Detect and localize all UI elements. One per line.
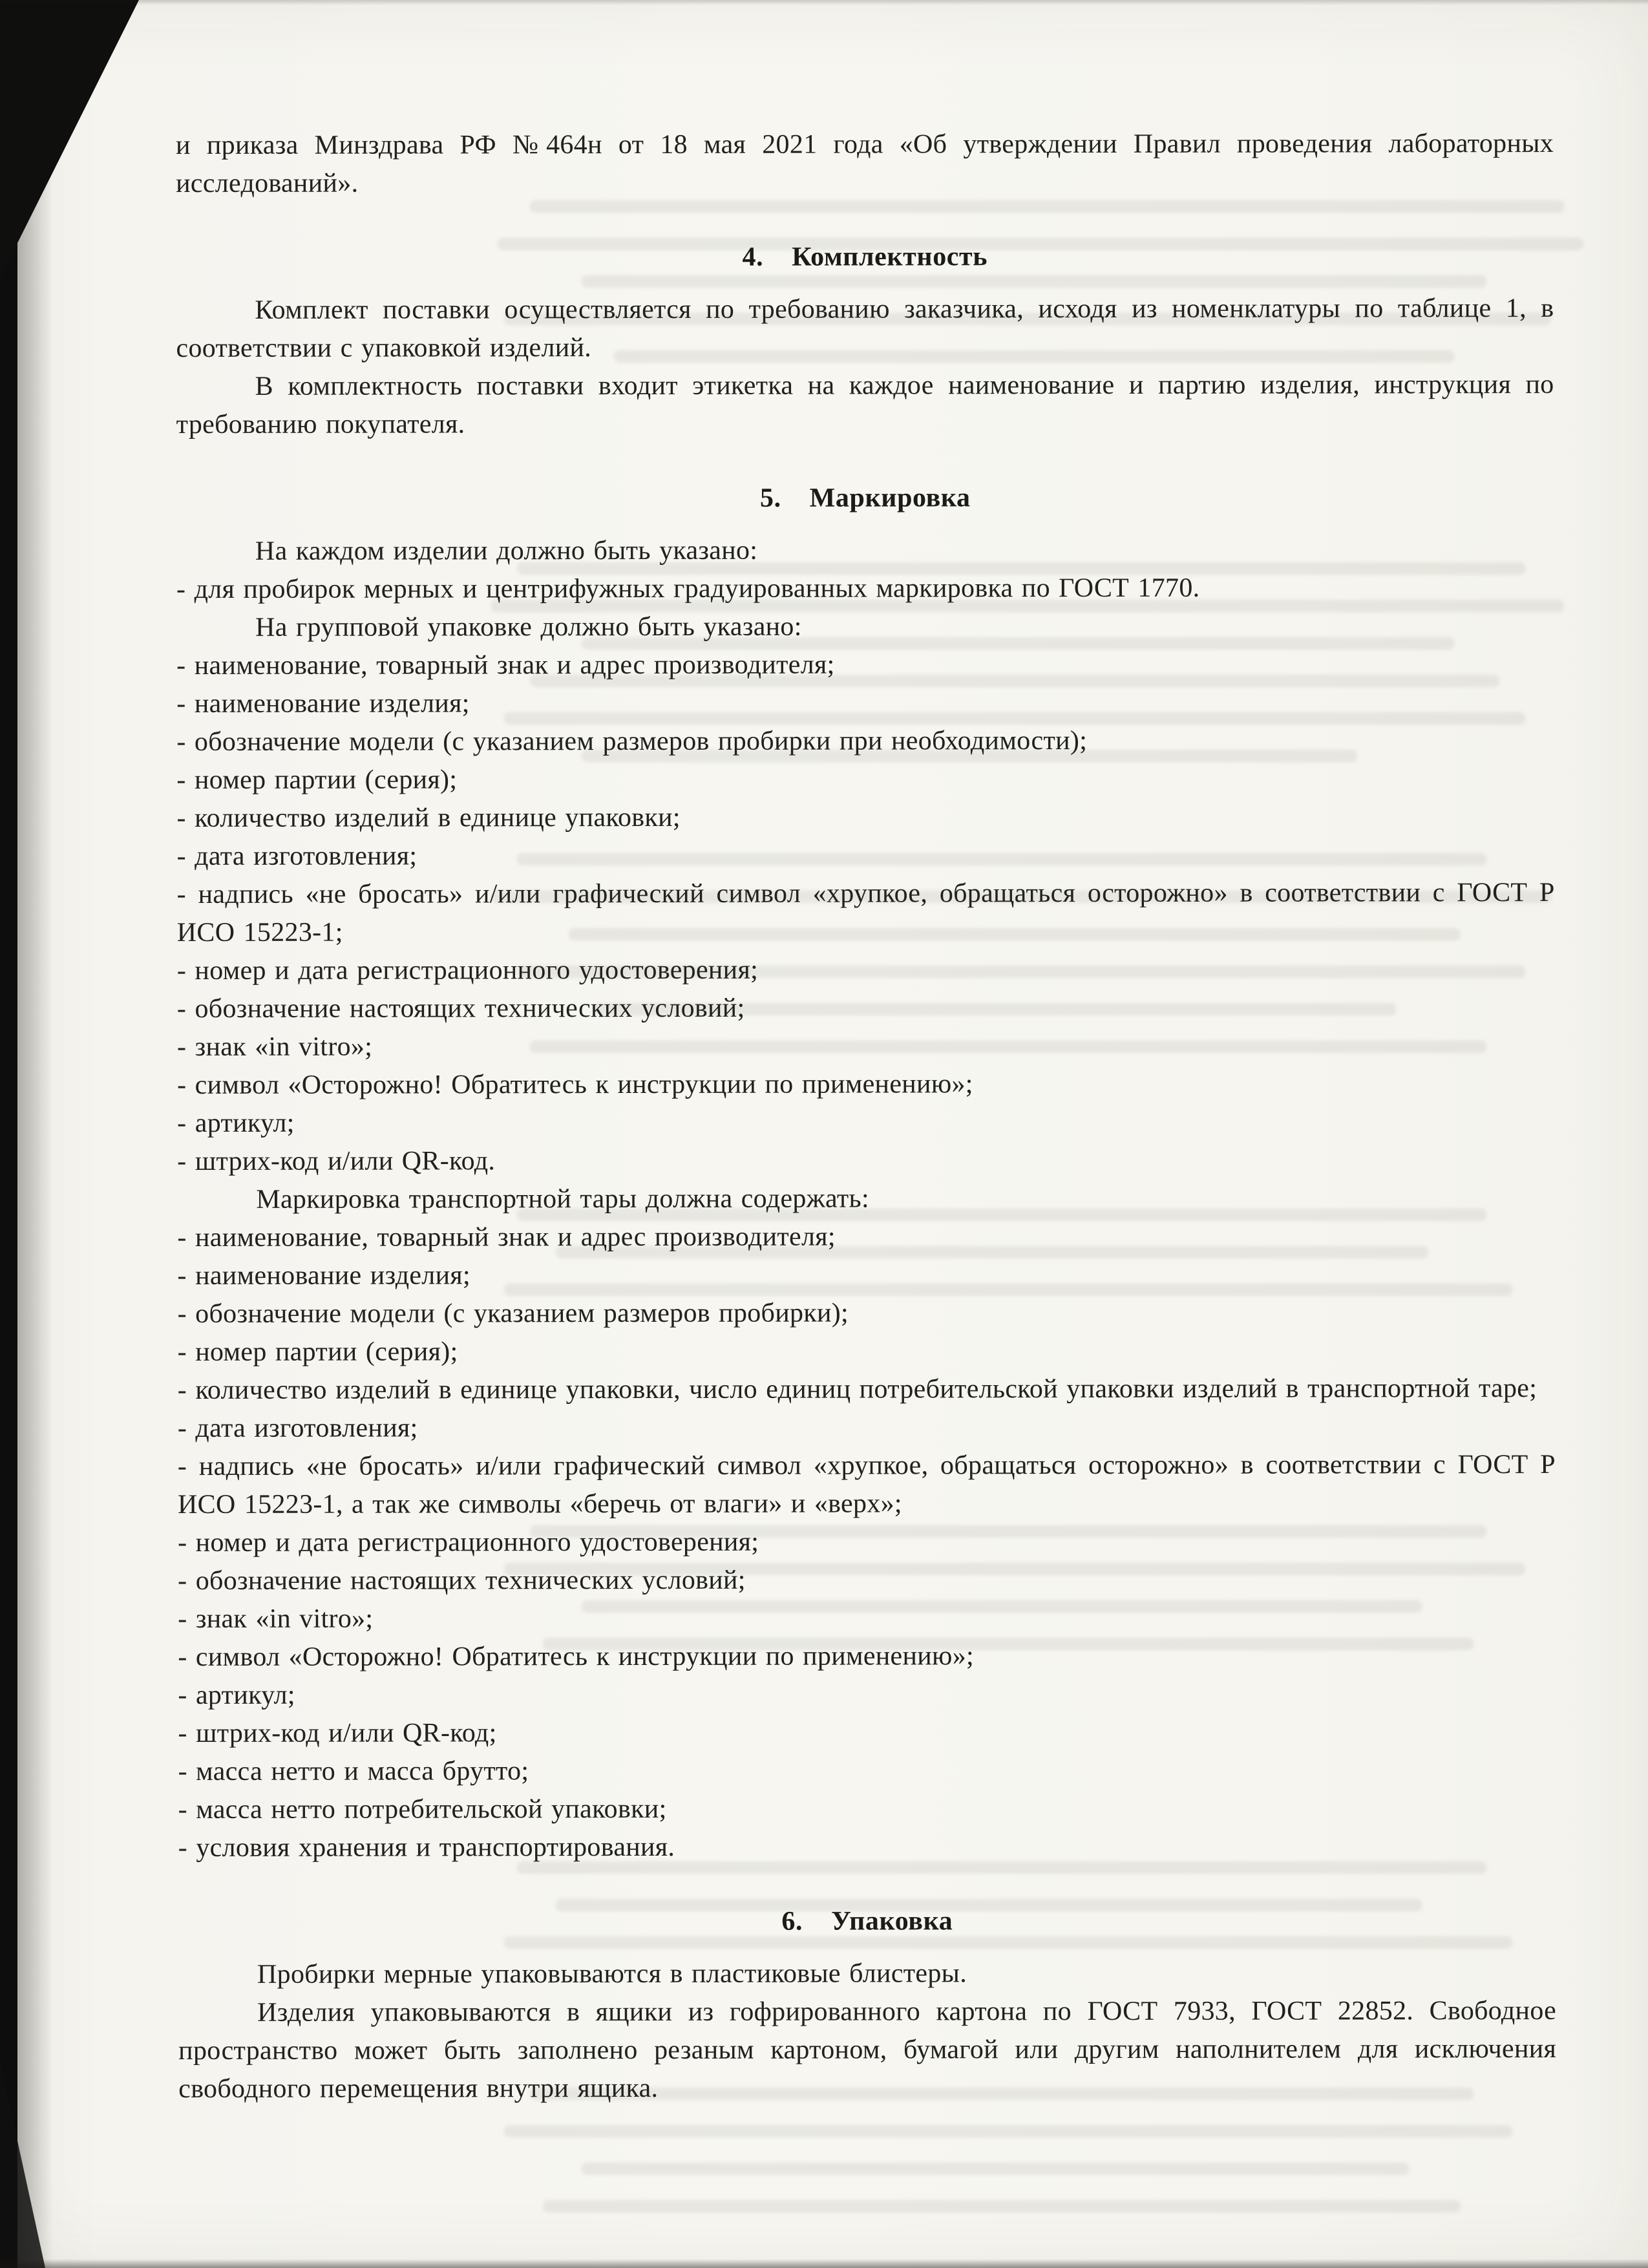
list-item: - надпись «не бросать» и/или графический символ «хрупкое, обращаться осторожно» в соответствии с ГОСТ Р ИСО 15223-1; <box>176 878 1555 948</box>
list-item: - наименование, товарный знак и адрес производителя; <box>176 650 835 681</box>
list-item: - обозначение модели (с указанием размеров пробирки при необходимости); <box>176 726 1088 757</box>
paragraph: Маркировка транспортной тары должна содержать: <box>256 1183 869 1214</box>
list-item: - дата изготовления; <box>176 841 417 871</box>
paragraph: Пробирки мерные упаковываются в пластиковые блистеры. <box>257 1958 967 1989</box>
list-item: - номер партии (серия); <box>177 1337 458 1367</box>
section-title: Упаковка <box>831 1906 953 1936</box>
list-item: - символ «Осторожно! Обратитесь к инструкции по применению»; <box>178 1641 975 1672</box>
scan-edge-left <box>0 0 17 2268</box>
list-item: - номер партии (серия); <box>176 765 458 795</box>
list-item: - наименование изделия; <box>176 688 470 719</box>
bleedthrough-artifact <box>543 2200 1461 2212</box>
list-item: - надпись «не бросать» и/или графический символ «хрупкое, обращаться осторожно» в соответствии с ГОСТ Р ИСО 15223-1, а так же символы «беречь от влаги» и «верх»; <box>177 1450 1556 1520</box>
list-item: - знак «in vitro»; <box>178 1604 374 1634</box>
list-item: - наименование, товарный знак и адрес производителя; <box>177 1222 836 1253</box>
section-number: 6. <box>781 1906 803 1936</box>
paragraph: Изделия упаковываются в ящики из гофрированного картона по ГОСТ 7933, ГОСТ 22852. Свободное пространство может быть заполнено резаным картоном, бумагой или другим наполнителем для исключения свободного перемещения внутри ящика. <box>178 1996 1557 2104</box>
scan-corner-top-left <box>0 0 139 278</box>
list-item: - для пробирок мерных и центрифужных градуированных маркировка по ГОСТ 1770. <box>176 573 1200 604</box>
section-heading <box>176 478 1554 518</box>
section-title: Маркировка <box>809 483 971 513</box>
list-item: - штрих-код и/или QR-код. <box>177 1146 496 1176</box>
paragraph: На каждом изделии должно быть указано: <box>255 535 758 566</box>
list-item: - символ «Осторожно! Обратитесь к инструкции по применению»; <box>177 1069 973 1100</box>
paragraph: На групповой упаковке должно быть указано: <box>255 611 802 642</box>
scan-shadow-left <box>17 0 53 2268</box>
list-item: - масса нетто и масса брутто; <box>178 1756 529 1786</box>
list-item: - номер и дата регистрационного удостоверения; <box>178 1527 759 1558</box>
section-title: Комплектность <box>792 242 988 272</box>
section-heading <box>178 1902 1556 1942</box>
list-item: - наименование изделия; <box>177 1260 470 1291</box>
list-item: - номер и дата регистрационного удостоверения; <box>176 955 759 986</box>
list-item: - артикул; <box>177 1108 295 1138</box>
bleedthrough-artifact <box>504 2125 1512 2137</box>
scan-edge-top <box>0 0 1648 5</box>
list-item: - условия хранения и транспортирования. <box>178 1832 675 1863</box>
list-item: - знак «in vitro»; <box>176 1032 373 1062</box>
paragraph: и приказа Минздрава РФ №464н от 18 мая 2021 года «Об утверждении Правил проведения лабораторных исследований». <box>176 129 1554 198</box>
section-number: 4. <box>742 242 764 272</box>
list-item: - дата изготовления; <box>177 1413 418 1443</box>
list-item: - количество изделий в единице упаковки, число единиц потребительской упаковки изделий в транспортной таре; <box>177 1373 1537 1405</box>
list-item: - обозначение настоящих технических условий; <box>178 1565 746 1596</box>
document-blocks <box>176 237 1556 2108</box>
list-item: - обозначение модели (с указанием размеров пробирки); <box>177 1298 849 1329</box>
section-number: 5. <box>759 483 781 513</box>
list-item: - масса нетто потребительской упаковки; <box>178 1794 667 1825</box>
bleedthrough-artifact <box>582 2163 1409 2175</box>
paragraph: Комплект поставки осуществляется по требованию заказчика, исходя из номенклатуры по таблице 1, в соответствии с упаковкой изделий. <box>176 293 1554 363</box>
scan-edge-bottom <box>0 2259 1648 2268</box>
paragraph: В комплектность поставки входит этикетка на каждое наименование и партию изделия, инструкция по требованию покупателя. <box>176 370 1554 440</box>
list-item: - штрих-код и/или QR-код; <box>178 1718 497 1748</box>
list-item: - артикул; <box>178 1680 295 1710</box>
document-content <box>176 125 1556 2108</box>
section-heading <box>176 237 1554 277</box>
list-item: - количество изделий в единице упаковки; <box>176 802 681 833</box>
list-item: - обозначение настоящих технических условий; <box>176 993 745 1024</box>
